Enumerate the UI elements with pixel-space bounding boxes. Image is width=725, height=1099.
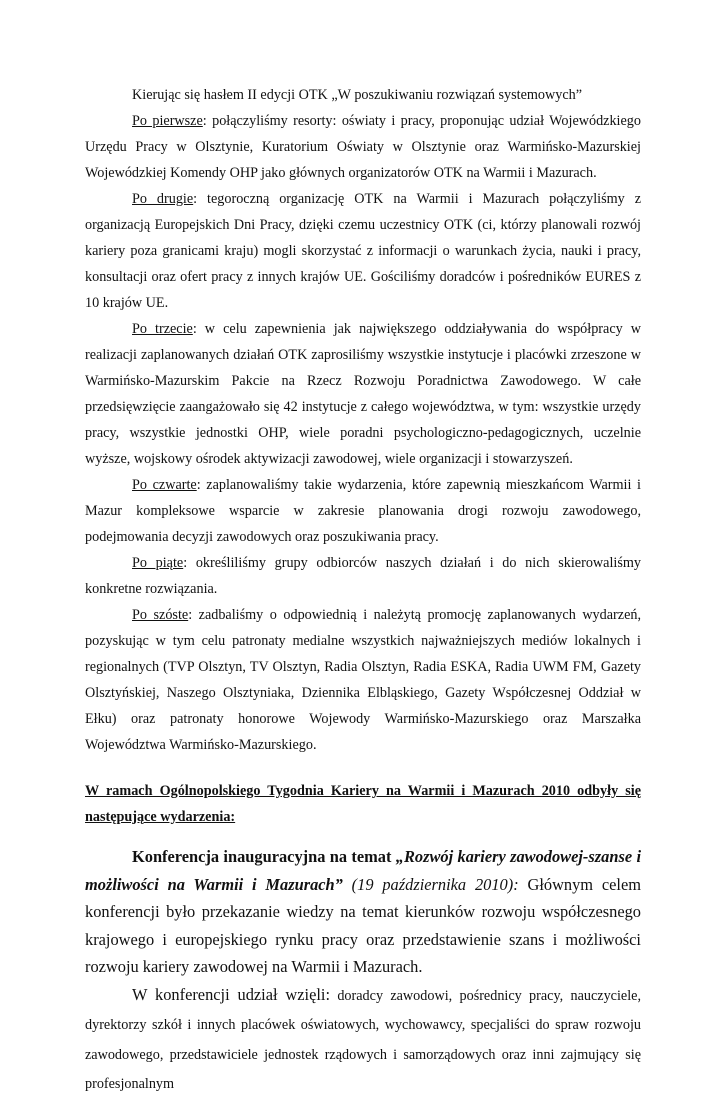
point-text: : określiliśmy grupy odbiorców naszych działań i do nich skierowaliśmy konkretne rozwiązania. (85, 555, 641, 597)
section-heading: W ramach Ogólnopolskiego Tygodnia Kariery na Warmii i Mazurach 2010 odbyły się następujące wydarzenia: (85, 783, 641, 825)
conference-paragraph (85, 843, 641, 981)
point-text: : zadbaliśmy o odpowiednią i należytą promocję zaplanowanych wydarzeń, pozyskując w tym celu patronaty medialne wszystkich najważniejszych mediów lokalnych i regionalnych (TVP Olsztyn, TV Olsztyn, Radia Olsztyn, Radia ESKA, Radia UWM FM, Gazety Olsztyńskiej, Naszego Olsztyniaka, Dziennika Elbląskiego, Gazety Współczesnej Oddział w Ełku) oraz patronaty honorowe Wojewody Warmińsko-Mazurskiego oraz Marszałka Województwa Warmińsko-Mazurskiego. (85, 607, 642, 753)
point-paragraph-4 (85, 472, 641, 550)
point-label: Po szóste (132, 607, 189, 623)
point-paragraph-6 (85, 602, 641, 758)
point-text: : zaplanowaliśmy takie wydarzenia, które zapewnią mieszkańcom Warmii i Mazur kompleksowe wsparcie w zakresie planowania drogi rozwoju zawodowego, podejmowania decyzji zawodowych oraz poszukiwania pracy. (85, 477, 641, 545)
intro-paragraph (85, 82, 641, 108)
point-label: Po pierwsze (132, 113, 203, 129)
point-text: : tegoroczną organizację OTK na Warmii i Mazurach połączyliśmy z organizacją Europejskich Dni Pracy, dzięki czemu uczestnicy OTK (ci, którzy planowali rozwój kariery poza granicami kraju) mogli skorzystać z informacji o warunkach życia, nauki i pracy, konsultacji oraz ofert pracy z innych krajów UE. Gościliśmy doradców i pośredników EURES z 10 krajów UE. (85, 191, 641, 311)
participants-text: doradcy zawodowi, pośrednicy pracy, nauczyciele, dyrektorzy szkół i innych placówek oświatowych, wychowawcy, specjaliści do spraw rozwoju zawodowego, przedstawiciele jednostek rządowych i samorządowych oraz inni zajmujący się profesjonalnym (85, 987, 641, 1092)
point-text: : połączyliśmy resorty: oświaty i pracy, proponując udział Wojewódzkiego Urzędu Pracy w Olsztynie, Kuratorium Oświaty w Olsztynie oraz Warmińsko-Mazurskiej Wojewódzkiej Komendy OHP jako głównych organizatorów OTK na Warmii i Mazurach. (85, 113, 641, 181)
point-label: Po drugie (132, 191, 194, 207)
document-page (85, 82, 641, 1099)
conference-title: „Rozwój kariery zawodowej-szanse i możliwości na Warmii i Mazurach” (85, 847, 641, 894)
point-paragraph-3 (85, 316, 641, 472)
point-paragraph-2 (85, 186, 641, 316)
point-label: Po trzecie (132, 321, 193, 337)
point-label: Po czwarte (132, 477, 197, 493)
point-paragraph-1 (85, 108, 641, 186)
conference-text: Głównym celem konferencji było przekazanie wiedzy na temat kierunków rozwoju współczesnego krajowego i europejskiego rynku pracy oraz przedstawienie szans i możliwości rozwoju kariery zawodowej na Warmii i Mazurach. (85, 874, 642, 976)
point-paragraph-5 (85, 550, 641, 602)
participants-lead: W konferencji udział wzięli: (132, 984, 331, 1004)
point-label: Po piąte (132, 555, 184, 571)
intro-text: Kierując się hasłem II edycji OTK „W poszukiwaniu rozwiązań systemowych” (132, 87, 583, 103)
participants-paragraph (85, 981, 641, 1099)
conference-lead: Konferencja inauguracyjna na temat (132, 847, 396, 866)
point-text: : w celu zapewnienia jak największego oddziaływania do współpracy w realizacji zaplanowanych działań OTK zaprosiliśmy wszystkie instytucje i placówki zrzeszone w Warmińsko-Mazurskim Pakcie na Rzecz Rozwoju Poradnictwa Zawodowego. W całe przedsięwzięcie zaangażowało się 42 instytucje z całego województwa, w tym: wszystkie urzędy pracy, wszystkie jednostki OHP, wiele poradni psychologiczno-pedagogicznych, uczelnie wyższe, wojskowy ośrodek aktywizacji zawodowej, wiele organizacji i stowarzyszeń. (85, 321, 642, 467)
conference-date: (19 października 2010): (342, 874, 519, 894)
